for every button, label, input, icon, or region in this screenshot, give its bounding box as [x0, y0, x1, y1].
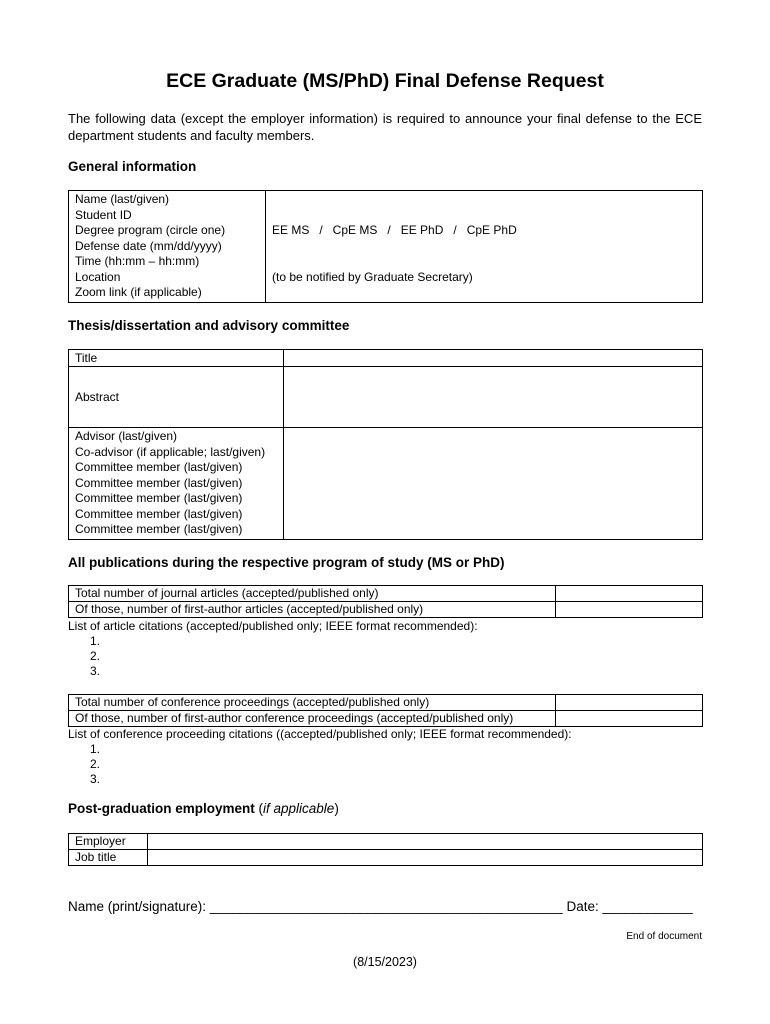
thesis-table: [68, 349, 703, 540]
conference-citations-label: List of conference proceeding citations ((accepted/published only; IEEE format recommended):: [68, 727, 572, 741]
committee-labels-cell: [69, 428, 284, 540]
general-values-cell: [266, 191, 703, 303]
zoom-link-field[interactable]: [272, 285, 696, 301]
citation-item[interactable]: 3.: [90, 664, 101, 678]
employer-label: Employer: [69, 834, 148, 850]
intro-paragraph: The following data (except the employer information) is required to announce your final defense to the ECE department students and faculty members.: [68, 111, 702, 143]
general-info-heading: General information: [68, 159, 197, 174]
advisor-label: Advisor (last/given): [75, 429, 178, 443]
journal-citations-label: List of article citations (accepted/published only; IEEE format recommended):: [68, 619, 478, 633]
job-title-field[interactable]: [148, 850, 703, 866]
citation-item[interactable]: 1.: [90, 742, 101, 756]
document-title: ECE Graduate (MS/PhD) Final Defense Request: [166, 70, 604, 92]
job-title-label: Job title: [69, 850, 148, 866]
general-info-table: [68, 190, 703, 303]
abstract-label: Abstract: [69, 367, 284, 428]
end-of-document-note: End of document: [626, 931, 702, 942]
degree-program-options[interactable]: EE MS / CpE MS / EE PhD / CpE PhD: [272, 223, 517, 237]
journal-citations: [68, 619, 478, 679]
employment-heading-open: (: [254, 801, 264, 816]
name-label: Name (last/given): [75, 192, 170, 206]
conference-table: [68, 694, 703, 727]
employment-heading-close: ): [334, 801, 339, 816]
committee-field[interactable]: [284, 428, 703, 540]
employment-table: [68, 833, 703, 866]
location-label: Location: [75, 269, 121, 284]
journal-first-author-label: Of those, number of first-author articles (accepted/published only): [69, 602, 556, 618]
conference-total-label: Total number of conference proceedings (accepted/published only): [69, 695, 556, 711]
defense-date-field[interactable]: [272, 239, 696, 255]
journal-table: [68, 585, 703, 618]
committee-member-label: Committee member (last/given): [75, 491, 243, 505]
location-field[interactable]: (to be notified by Graduate Secretary): [272, 269, 473, 284]
committee-member-label: Committee member (last/given): [75, 460, 243, 474]
conference-citations: [68, 727, 572, 787]
conference-total-field[interactable]: [556, 695, 703, 711]
student-id-field[interactable]: [272, 208, 696, 224]
committee-member-label: Committee member (last/given): [75, 475, 243, 490]
employer-field[interactable]: [148, 834, 703, 850]
co-advisor-label: Co-advisor (if applicable; last/given): [75, 444, 266, 459]
defense-date-label: Defense date (mm/dd/yyyy): [75, 238, 222, 253]
date-label: Date:: [562, 899, 603, 914]
journal-first-author-field[interactable]: [556, 602, 703, 618]
name-field[interactable]: [272, 192, 696, 208]
citation-item[interactable]: 1.: [90, 634, 101, 648]
journal-total-label: Total number of journal articles (accepted/published only): [69, 586, 556, 602]
citation-item[interactable]: 3.: [90, 772, 101, 786]
document-version-date: (8/15/2023): [353, 955, 417, 969]
conference-first-author-label: Of those, number of first-author conference proceedings (accepted/published only): [69, 711, 556, 727]
thesis-heading: Thesis/dissertation and advisory committee: [68, 318, 350, 333]
title-label: Title: [69, 350, 284, 367]
committee-member-label: Committee member (last/given): [75, 506, 243, 521]
journal-total-field[interactable]: [556, 586, 703, 602]
name-signature-label: Name (print/signature):: [68, 899, 210, 914]
general-labels-cell: [69, 191, 266, 303]
abstract-field[interactable]: [284, 367, 703, 428]
employment-heading-text: Post-graduation employment: [68, 801, 255, 816]
citation-item[interactable]: 2.: [90, 649, 101, 663]
student-id-label: Student ID: [75, 207, 132, 222]
degree-program-label: Degree program (circle one): [75, 223, 226, 237]
time-label: Time (hh:mm – hh:mm): [75, 254, 200, 268]
employment-heading-qualifier: if applicable: [263, 801, 335, 816]
employment-heading: [68, 801, 339, 816]
citation-item[interactable]: 2.: [90, 757, 101, 771]
name-signature-line[interactable]: _______________________________________________: [209, 899, 563, 914]
conference-first-author-field[interactable]: [556, 711, 703, 727]
signature-row: [68, 899, 702, 914]
date-line[interactable]: ____________: [602, 899, 693, 914]
zoom-link-label: Zoom link (if applicable): [75, 285, 202, 299]
publications-heading: All publications during the respective program of study (MS or PhD): [68, 555, 505, 570]
time-field[interactable]: [272, 254, 696, 270]
committee-member-label: Committee member (last/given): [75, 522, 243, 536]
title-field[interactable]: [284, 350, 703, 367]
